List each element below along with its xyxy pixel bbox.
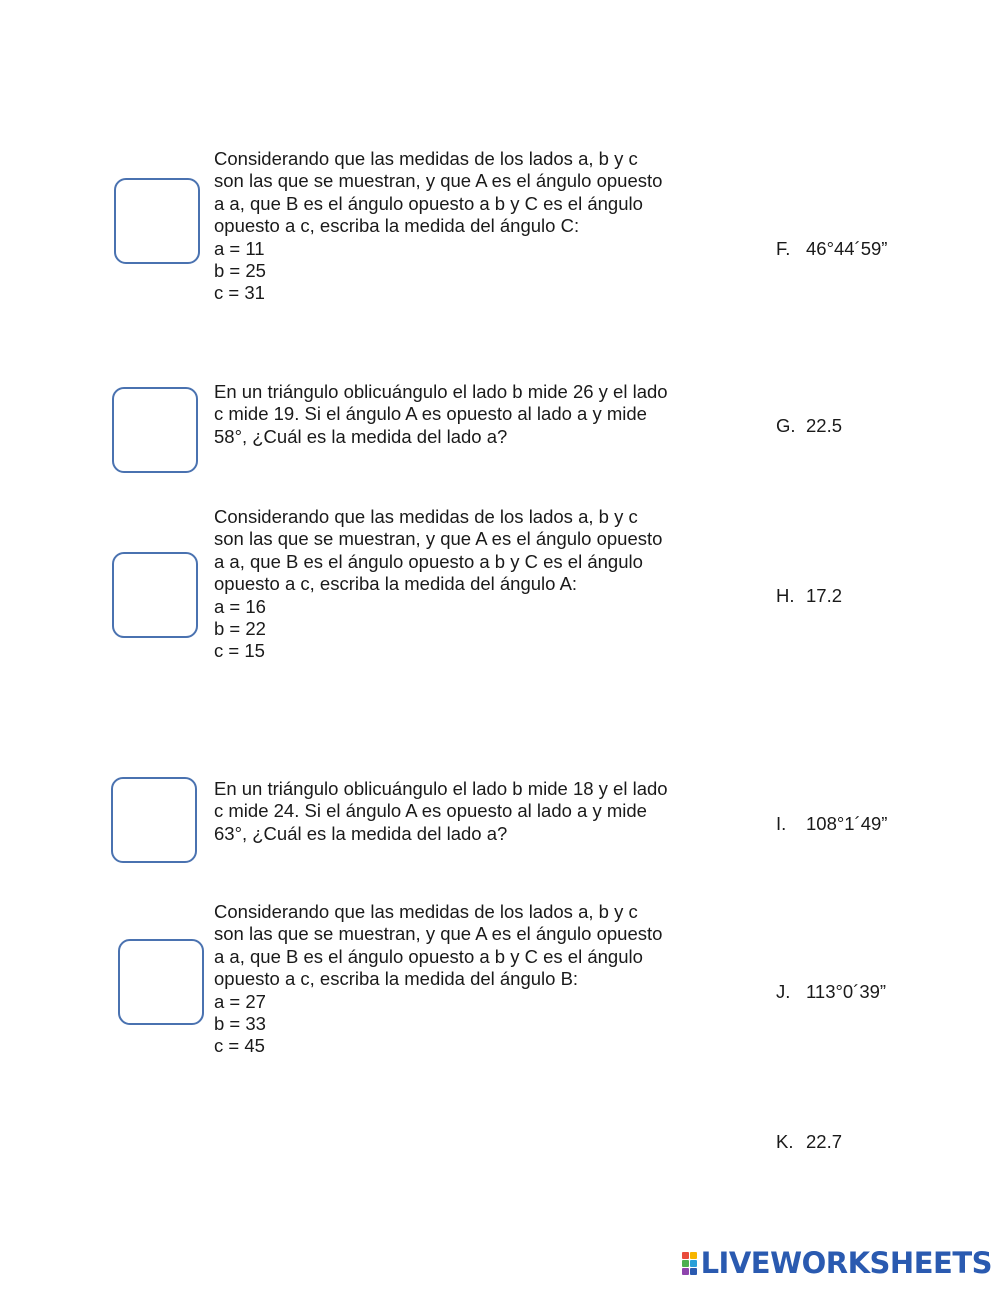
side-b-value: b = 33 (214, 1013, 266, 1035)
question-line: son las que se muestran, y que A es el ángulo opuesto (214, 528, 663, 550)
question-3 (214, 506, 714, 663)
side-a-value: a = 16 (214, 595, 266, 617)
option-value: 46°44´59” (806, 238, 888, 259)
logo-text: LIVEWORKSHEETS (700, 1246, 992, 1280)
side-b-value: b = 25 (214, 260, 266, 282)
side-c-value: c = 31 (214, 282, 265, 304)
question-line: son las que se muestran, y que A es el ángulo opuesto (214, 170, 663, 192)
option-letter: I. (776, 813, 787, 834)
logo-block (690, 1260, 697, 1267)
side-a-value: a = 27 (214, 990, 266, 1012)
option-k (776, 1131, 842, 1153)
option-letter: H. (776, 585, 795, 606)
logo-block (690, 1252, 697, 1259)
logo-block (682, 1260, 689, 1267)
side-b-value: b = 22 (214, 618, 266, 640)
option-value: 22.7 (806, 1131, 843, 1152)
logo-block (682, 1252, 689, 1259)
side-a-value: a = 11 (214, 237, 265, 259)
option-letter: G. (776, 415, 796, 436)
option-letter: F. (776, 238, 791, 259)
question-line: Considerando que las medidas de los lados a, b y c (214, 901, 638, 922)
option-value: 113°0´39” (806, 981, 887, 1002)
question-2 (214, 381, 714, 448)
answer-box-1[interactable] (114, 178, 200, 264)
question-line: opuesto a c, escriba la medida del ángulo C: (214, 215, 580, 237)
question-line: son las que se muestran, y que A es el ángulo opuesto (214, 923, 663, 945)
question-line: En un triángulo oblicuángulo el lado b mide 26 y el lado (214, 381, 668, 402)
option-value: 17.2 (806, 585, 843, 606)
option-i (776, 813, 887, 835)
answer-box-4[interactable] (111, 777, 197, 863)
question-line: c mide 24. Si el ángulo A es opuesto al lado a y mide (214, 800, 647, 822)
option-letter: J. (776, 981, 791, 1002)
answer-box-3[interactable] (112, 552, 198, 638)
answer-box-5[interactable] (118, 939, 204, 1025)
option-value: 108°1´49” (806, 813, 888, 834)
question-line: a a, que B es el ángulo opuesto a b y C es el ángulo (214, 192, 643, 214)
logo-block (690, 1268, 697, 1275)
side-c-value: c = 15 (214, 640, 265, 662)
logo-blocks-icon (682, 1252, 697, 1275)
question-line: opuesto a c, escriba la medida del ángulo B: (214, 968, 579, 990)
option-letter: K. (776, 1131, 794, 1152)
option-f (776, 238, 887, 260)
question-line: 63°, ¿Cuál es la medida del lado a? (214, 822, 508, 844)
question-1 (214, 148, 714, 305)
liveworksheets-logo (682, 1247, 992, 1279)
question-5 (214, 901, 714, 1058)
question-line: Considerando que las medidas de los lados a, b y c (214, 506, 638, 527)
question-line: Considerando que las medidas de los lados a, b y c (214, 148, 638, 169)
question-line: En un triángulo oblicuángulo el lado b mide 18 y el lado (214, 778, 668, 799)
option-g (776, 415, 842, 437)
logo-block (682, 1268, 689, 1275)
question-line: a a, que B es el ángulo opuesto a b y C es el ángulo (214, 945, 643, 967)
side-c-value: c = 45 (214, 1035, 265, 1057)
question-line: c mide 19. Si el ángulo A es opuesto al lado a y mide (214, 403, 647, 425)
question-line: 58°, ¿Cuál es la medida del lado a? (214, 425, 508, 447)
question-line: opuesto a c, escriba la medida del ángulo A: (214, 573, 578, 595)
question-4 (214, 778, 714, 845)
option-j (776, 981, 886, 1003)
option-value: 22.5 (806, 415, 843, 436)
answer-box-2[interactable] (112, 387, 198, 473)
option-h (776, 585, 842, 607)
question-line: a a, que B es el ángulo opuesto a b y C es el ángulo (214, 550, 643, 572)
